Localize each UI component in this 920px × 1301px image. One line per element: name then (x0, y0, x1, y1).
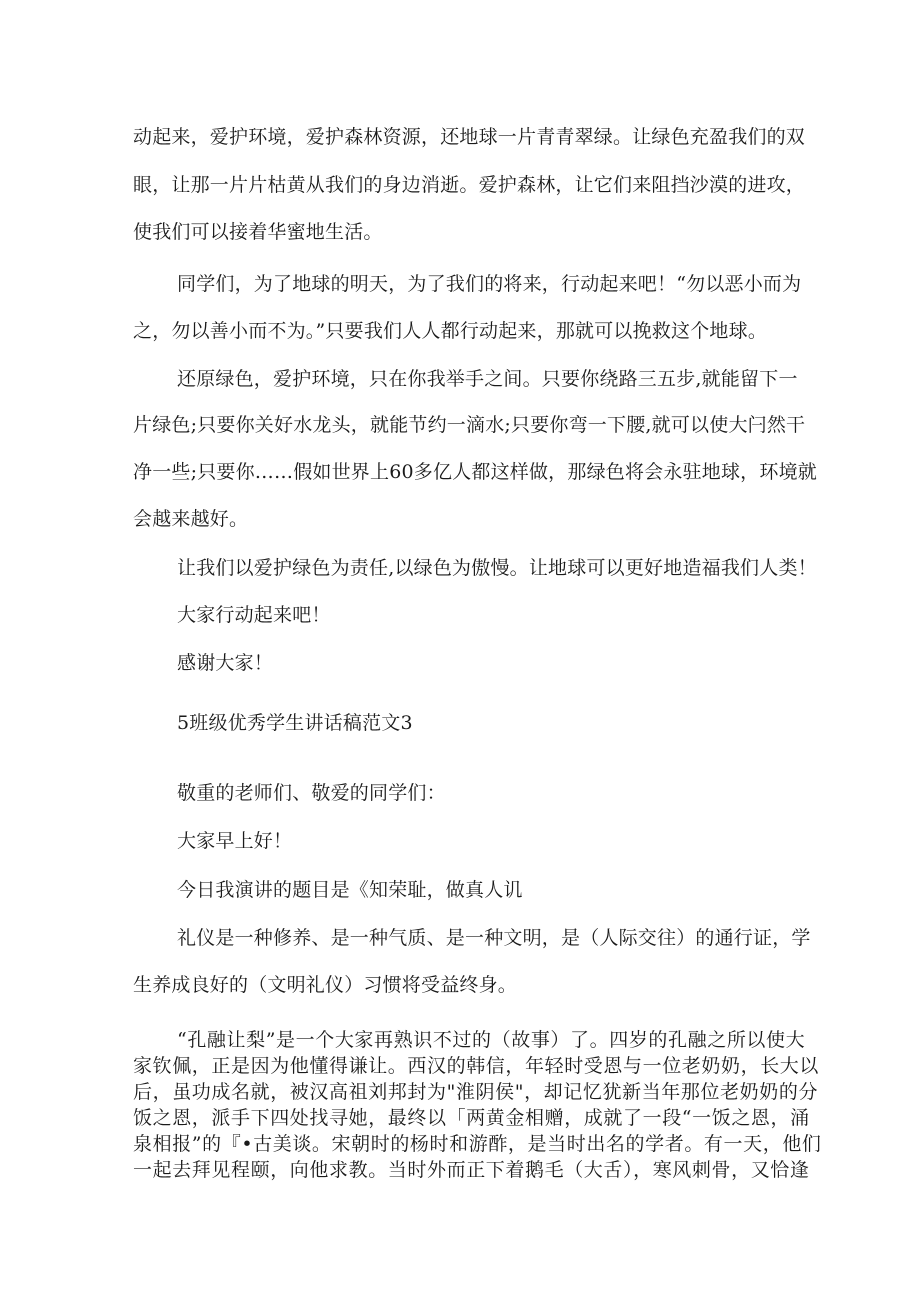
greeting: 大家早上好！ (177, 830, 293, 852)
paragraph-line: 使我们可以接着华蜜地生活。 (133, 221, 383, 243)
paragraph-line: 礼仪是一种修养、是一种气质、是一种文明，是（人际交往）的通行证，学 (177, 927, 811, 949)
paragraph-line: 片绿色;只要你关好水龙头，就能节约一滴水;只要你弯一下腰,就可以使大闩然干 (133, 414, 806, 436)
paragraph-line: 饭之恩，派手下四处找寻她，最终以「两黄金相赠，成就了一段“一饭之恩，涌 (133, 1107, 810, 1129)
paragraph-line: 泉相报”的『•古美谈。宋朝时的杨时和游酢，是当时出名的学者。有一天，他们 (133, 1133, 822, 1155)
paragraph-line: 让我们以爱护绿色为责任,以绿色为傲慢。让地球可以更好地造福我们人类！ (177, 557, 817, 579)
paragraph-line: 大家行动起来吧！ (177, 604, 331, 626)
paragraph-line: 还原绿色，爱护环境，只在你我举手之间。只要你绕路三五步,就能留下一 (177, 368, 798, 390)
paragraph-line: 会越来越好。 (133, 508, 249, 530)
section-title: 5班级优秀学生讲话稿范文3 (177, 712, 413, 734)
paragraph-line: 家钦佩，正是因为他懂得谦让。西汉的韩信，年轻时受恩与一位老奶奶，长大以 (133, 1055, 820, 1077)
paragraph-line: 动起来，爱护环境，爱护森林资源，还地球一片青青翠绿。让绿色充盈我们的双 (133, 126, 806, 148)
paragraph-line: 生养成良好的（文明礼仪）习惯将受益终身。 (133, 974, 518, 996)
paragraph-line: “孔融让梨”是一个大家再熟识不过的（故事）了。四岁的孔融之所以使大 (177, 1029, 806, 1051)
paragraph-line: 一起去拜见程颐，向他求教。当时外而正下着鹅毛（大舌），寒风刺骨，又恰逢 (133, 1159, 810, 1181)
paragraph-line: 净一些;只要你……假如世界上60多亿人都这样做，那绿色将会永驻地球，环境就 (133, 461, 817, 483)
topic-line: 今日我演讲的题目是《知荣耻，做真人讥 (177, 879, 523, 901)
paragraph-line: 之，勿以善小而不为。”只要我们人人都行动起来，那就可以挽救这个地球。 (133, 320, 768, 342)
paragraph-line: 感谢大家！ (177, 652, 274, 674)
paragraph-line: 同学们，为了地球的明天，为了我们的将来，行动起来吧！“勿以恶小而为 (177, 273, 802, 295)
paragraph-line: 眼，让那一片片枯黄从我们的身边消逝。爱护森林，让它们来阻挡沙漠的进攻， (133, 174, 806, 196)
paragraph-line: 后，虽功成名就，被汉高祖刘邦封为"淮阴侯"，却记忆犹新当年那位老奶奶的分 (133, 1081, 819, 1103)
salutation: 敬重的老师们、敬爱的同学们： (177, 782, 446, 804)
